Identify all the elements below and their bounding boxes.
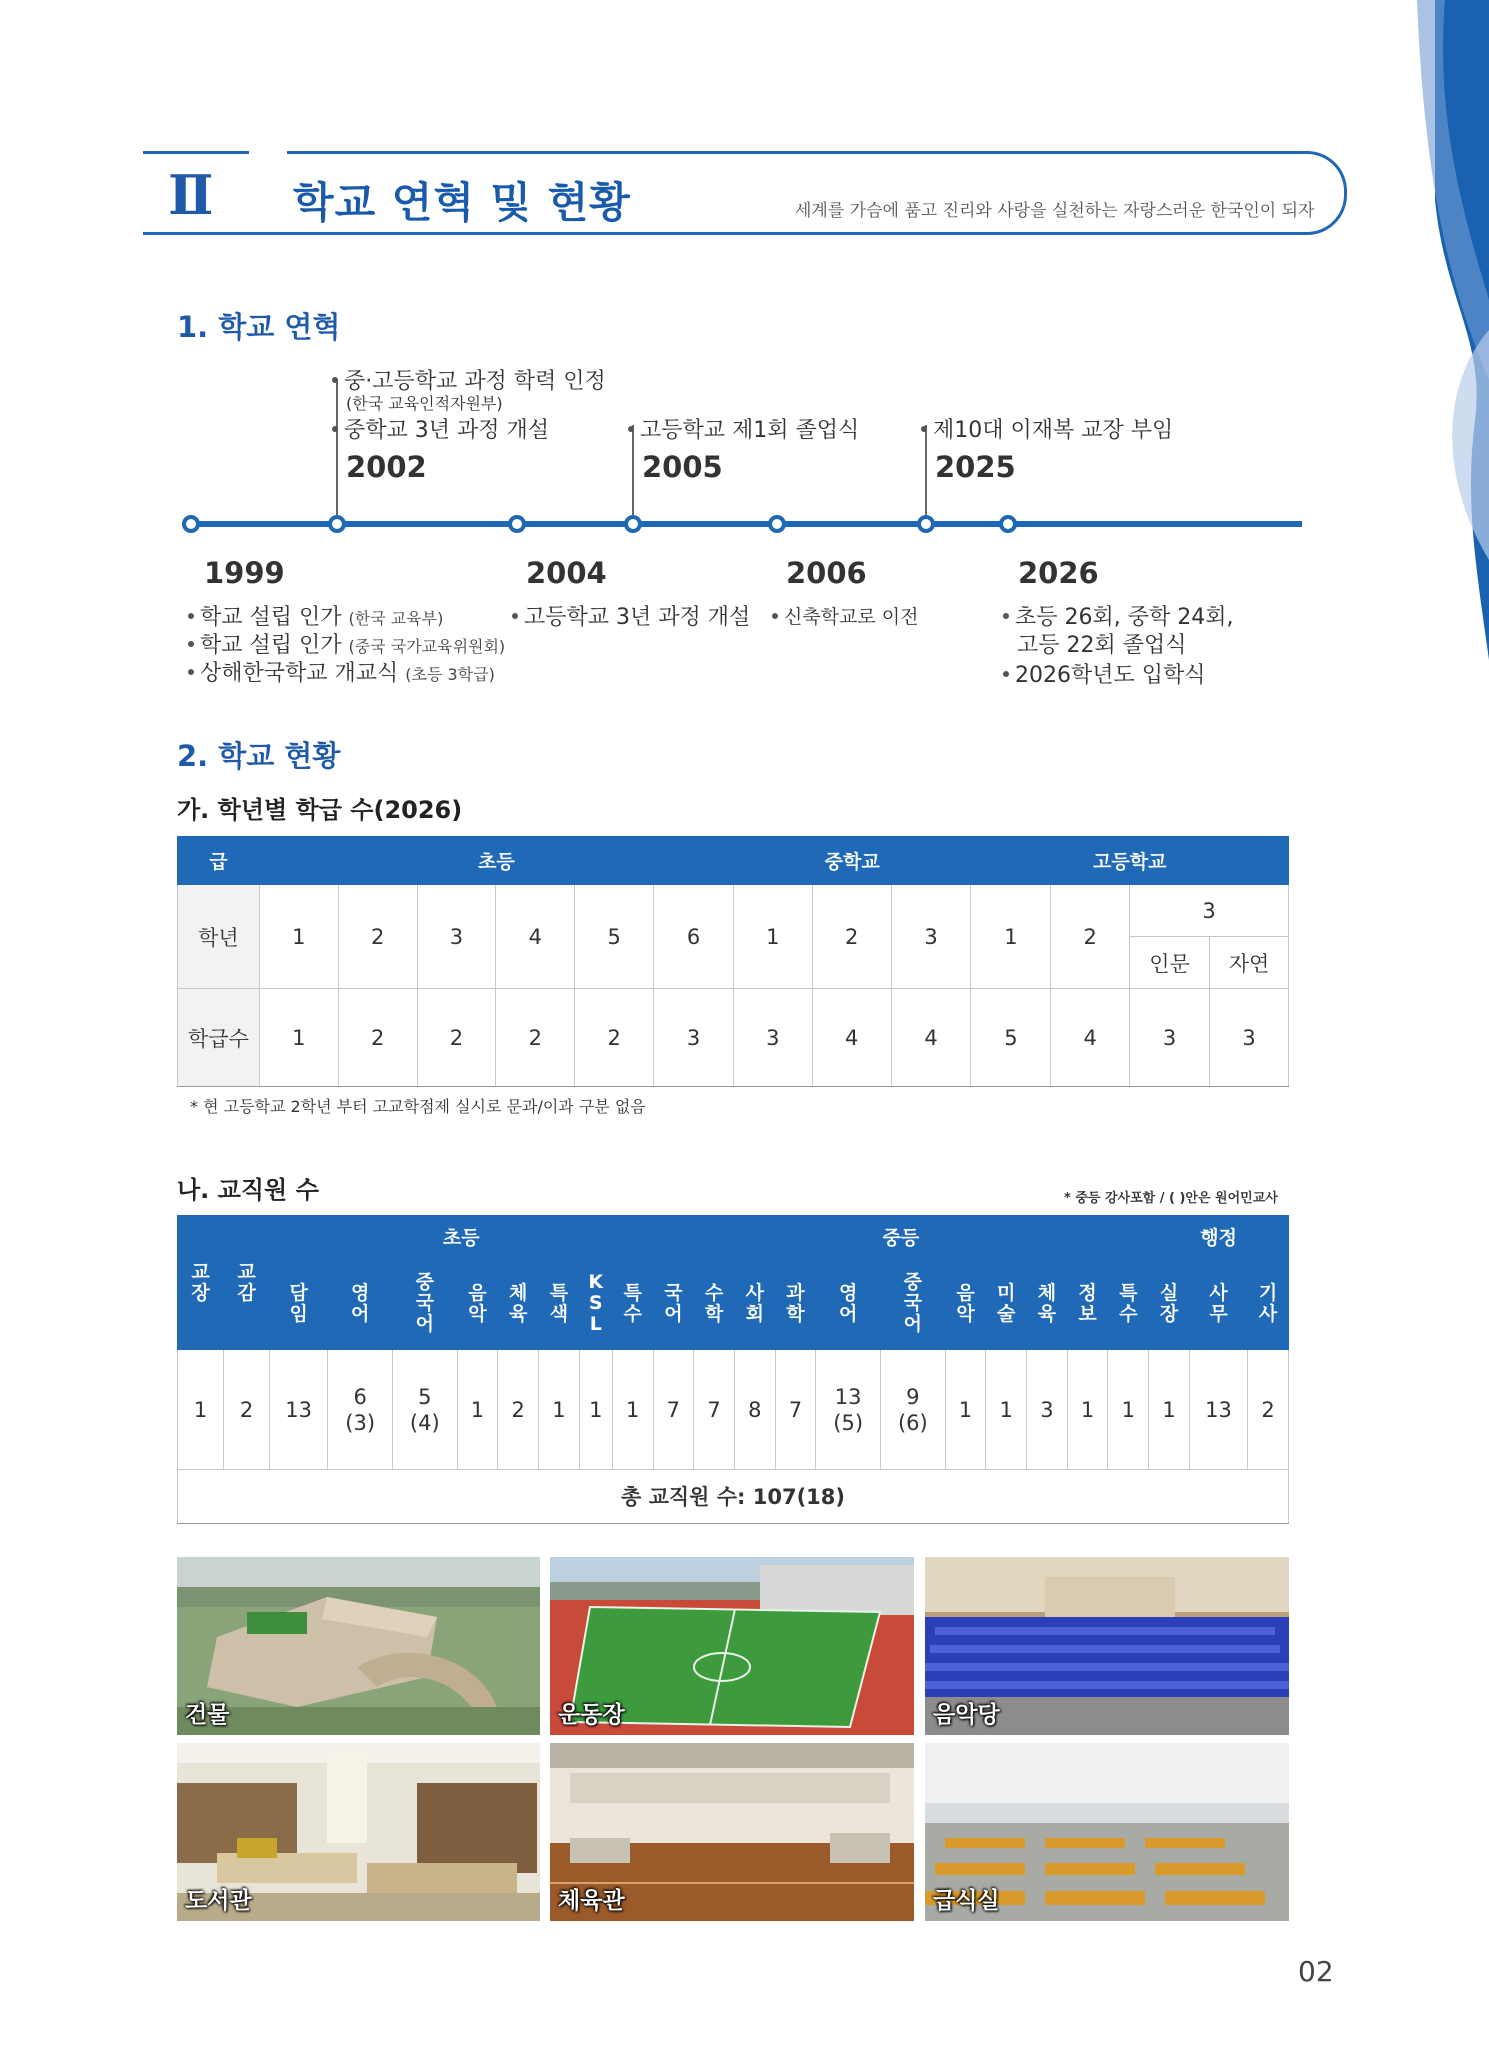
photo-field — [550, 1557, 914, 1735]
timeline-dot-2005 — [624, 515, 642, 533]
staff-col-header: 기 사 — [1248, 1258, 1289, 1350]
staff-col-header: 중 국 어 — [392, 1258, 457, 1350]
table-cell: 3 — [417, 885, 496, 989]
table-cell: 1 — [733, 885, 812, 989]
timeline-event: 고등학교 3년 과정 개설 — [512, 600, 750, 631]
timeline-event: 초등 26회, 중학 24회, — [1003, 600, 1233, 631]
staff-table — [177, 1215, 1289, 1524]
timeline-dot-1999 — [182, 515, 200, 533]
table-cell: 7 — [653, 1350, 694, 1470]
staff-col-header: 특 수 — [612, 1258, 653, 1350]
page-number: 02 — [1298, 1955, 1334, 1988]
table-cell: 1 — [1108, 1350, 1149, 1470]
table-cell: 4 — [1051, 989, 1130, 1087]
table-cell: 13 (5) — [816, 1350, 881, 1470]
table-cell: 3 — [1130, 989, 1210, 1087]
table-cell: 2 — [1051, 885, 1130, 989]
table-cell: 2 — [1248, 1350, 1289, 1470]
table-cell: 1 — [986, 1350, 1027, 1470]
header-vice-principal: 교 감 — [224, 1216, 270, 1350]
table-cell: 13 — [1189, 1350, 1247, 1470]
table-cell: 13 — [270, 1350, 328, 1470]
table-cell: 3 — [733, 989, 812, 1087]
table-cell: 4 — [891, 989, 971, 1087]
timeline-year-2006: 2006 — [786, 556, 867, 590]
timeline-dot-2004 — [508, 515, 526, 533]
table-cell: 7 — [775, 1350, 816, 1470]
header-level: 급 — [178, 837, 260, 885]
timeline-year-2004: 2004 — [526, 556, 607, 590]
table-cell: 2 — [498, 1350, 539, 1470]
classes-table — [177, 836, 1289, 1087]
photo-cafeteria — [925, 1743, 1289, 1921]
section-title-status: 2. 학교 현황 — [177, 739, 341, 773]
timeline-event: 중·고등학교 과정 학력 인정 — [332, 364, 606, 395]
table-cell: 1 — [612, 1350, 653, 1470]
timeline-event: 학교 설립 인가 (중국 국가교육위원회) — [188, 628, 505, 659]
chapter-numeral: Ⅱ — [168, 163, 214, 227]
school-motto: 세계를 가슴에 품고 진리와 사랑을 실천하는 자랑스러운 한국인이 되자 — [795, 201, 1315, 221]
table-cell: 2 — [496, 989, 575, 1087]
timeline-line — [192, 521, 1302, 527]
timeline-year-2025: 2025 — [935, 450, 1016, 484]
row-label-grade: 학년 — [178, 885, 260, 989]
header-elementary: 초등 — [259, 837, 733, 885]
row-label-classes: 학급수 — [178, 989, 260, 1087]
photo-concert-hall — [925, 1557, 1289, 1735]
table-cell: 1 — [945, 1350, 986, 1470]
timeline-dot-2002 — [328, 515, 346, 533]
table-cell: 6 (3) — [328, 1350, 393, 1470]
staff-col-header: 특 수 — [1108, 1258, 1149, 1350]
timeline-year-1999: 1999 — [204, 556, 285, 590]
header-bottom-rule — [143, 232, 293, 235]
staff-col-header: 영 어 — [816, 1258, 881, 1350]
staff-col-header: 미 술 — [986, 1258, 1027, 1350]
photo-caption: 체육관 — [558, 1888, 625, 1914]
staff-col-header: 과 학 — [775, 1258, 816, 1350]
photo-caption: 급식실 — [933, 1888, 1000, 1914]
table-cell-humanities: 인문 — [1130, 937, 1210, 989]
staff-col-header: 음 악 — [457, 1258, 498, 1350]
timeline-year-2026: 2026 — [1018, 556, 1099, 590]
table-cell: 1 — [457, 1350, 498, 1470]
table-row — [178, 885, 1289, 937]
table-cell: 4 — [812, 989, 891, 1087]
table-cell-grade3: 3 — [1130, 885, 1289, 937]
header-principal: 교 장 — [178, 1216, 224, 1350]
table-cell: 2 — [224, 1350, 270, 1470]
table-cell: 5 — [971, 989, 1051, 1087]
staff-footnote: * 중등 강사포함 / ( )안은 원어민교사 — [1064, 1191, 1278, 1206]
table-cell: 8 — [734, 1350, 775, 1470]
table-cell: 7 — [694, 1350, 735, 1470]
timeline-event-note: (한국 교육인적자원부) — [346, 394, 503, 413]
page-title: 학교 연혁 및 현황 — [293, 178, 631, 227]
table-cell: 2 — [338, 885, 417, 989]
table-cell: 2 — [338, 989, 417, 1087]
timeline-event: 고등학교 제1회 졸업식 — [628, 413, 859, 444]
table-cell: 3 — [891, 885, 971, 989]
staff-col-header: K S L — [579, 1258, 612, 1350]
photo-caption: 건물 — [185, 1702, 230, 1728]
header-high: 고등학교 — [971, 837, 1289, 885]
table-cell: 2 — [575, 989, 654, 1087]
staff-col-header: 사 무 — [1189, 1258, 1247, 1350]
timeline-dot-2026 — [999, 515, 1017, 533]
header-group-secondary: 중등 — [653, 1216, 1149, 1258]
table-header-row — [178, 837, 1289, 885]
timeline-dot-2025 — [917, 515, 935, 533]
table-header-row — [178, 1258, 1289, 1350]
table-cell: 1 — [579, 1350, 612, 1470]
staff-col-header: 체 육 — [498, 1258, 539, 1350]
staff-col-header: 중 국 어 — [880, 1258, 945, 1350]
staff-col-header: 국 어 — [653, 1258, 694, 1350]
table-cell: 6 — [654, 885, 734, 989]
table-row — [178, 989, 1289, 1087]
photo-caption: 도서관 — [185, 1888, 252, 1914]
staff-col-header: 특 색 — [539, 1258, 580, 1350]
header-top-rule — [143, 151, 249, 154]
table-cell: 5 — [575, 885, 654, 989]
staff-col-header: 체 육 — [1027, 1258, 1068, 1350]
table-cell: 2 — [417, 989, 496, 1087]
table-cell: 1 — [539, 1350, 580, 1470]
side-decoration — [1405, 0, 1489, 660]
subsection-title-classes: 가. 학년별 학급 수(2026) — [177, 796, 463, 824]
table-cell: 1 — [1067, 1350, 1108, 1470]
timeline-event: 중학교 3년 과정 개설 — [332, 413, 549, 444]
table-cell: 1 — [1149, 1350, 1190, 1470]
photo-library — [177, 1743, 540, 1921]
timeline-event: 제10대 이재복 교장 부임 — [921, 413, 1173, 444]
timeline-year-2005: 2005 — [642, 450, 723, 484]
table-cell: 9 (6) — [880, 1350, 945, 1470]
table-cell: 3 — [1027, 1350, 1068, 1470]
table-cell: 1 — [178, 1350, 224, 1470]
staff-col-header: 정 보 — [1067, 1258, 1108, 1350]
table-cell: 1 — [259, 885, 338, 989]
timeline-event: 학교 설립 인가 (한국 교육부) — [188, 600, 443, 631]
timeline-year-2002: 2002 — [346, 450, 427, 484]
staff-col-header: 실 장 — [1149, 1258, 1190, 1350]
table-cell: 4 — [496, 885, 575, 989]
staff-col-header: 음 악 — [945, 1258, 986, 1350]
subsection-title-staff: 나. 교직원 수 — [177, 1176, 319, 1204]
staff-col-header: 담 임 — [270, 1258, 328, 1350]
photo-gym — [550, 1743, 914, 1921]
timeline-event: 2026학년도 입학식 — [1003, 658, 1206, 689]
table-header-row — [178, 1216, 1289, 1258]
header-group-admin: 행정 — [1149, 1216, 1289, 1258]
photo-caption: 운동장 — [558, 1702, 625, 1728]
table-cell: 1 — [971, 885, 1051, 989]
table-cell-science: 자연 — [1210, 937, 1289, 989]
timeline-dot-2006 — [768, 515, 786, 533]
classes-footnote: * 현 고등학교 2학년 부터 고교학점제 실시로 문과/이과 구분 없음 — [190, 1097, 646, 1116]
table-cell: 5 (4) — [392, 1350, 457, 1470]
table-cell: 2 — [812, 885, 891, 989]
photo-building — [177, 1557, 540, 1735]
timeline-event: 상해한국학교 개교식 (초등 3학급) — [188, 656, 495, 687]
header-group-elementary: 초등 — [270, 1216, 654, 1258]
table-cell: 3 — [1210, 989, 1289, 1087]
photo-caption: 음악당 — [933, 1702, 1000, 1728]
staff-col-header: 수 학 — [694, 1258, 735, 1350]
table-cell: 1 — [259, 989, 338, 1087]
timeline-event: 신축학교로 이전 — [772, 602, 919, 629]
table-row — [178, 1350, 1289, 1470]
staff-col-header: 영 어 — [328, 1258, 393, 1350]
staff-col-header: 사 회 — [734, 1258, 775, 1350]
table-row — [178, 1470, 1289, 1524]
staff-total: 총 교직원 수: 107(18) — [178, 1470, 1289, 1524]
header-middle: 중학교 — [733, 837, 971, 885]
table-cell: 3 — [654, 989, 734, 1087]
timeline-stem-2002 — [336, 380, 338, 515]
timeline-event: 고등 22회 졸업식 — [1017, 633, 1187, 658]
section-title-history: 1. 학교 연혁 — [177, 310, 341, 344]
